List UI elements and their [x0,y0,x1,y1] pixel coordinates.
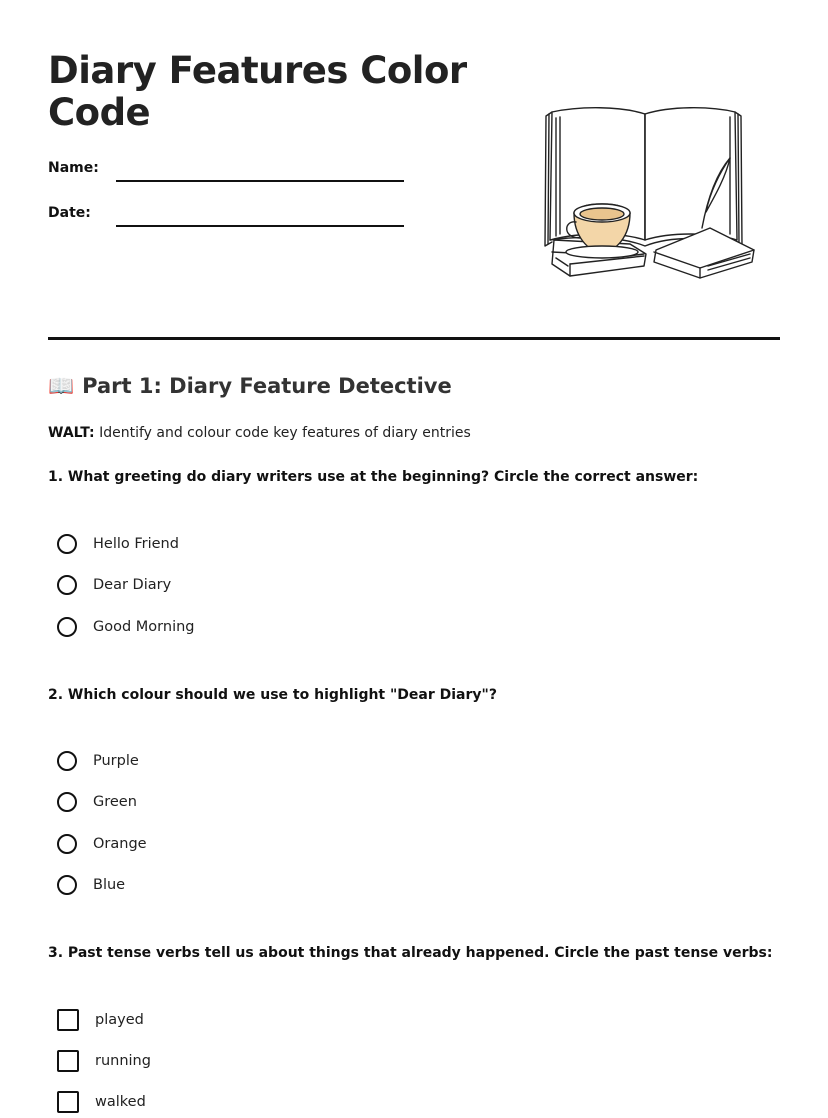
option-label: Dear Diary [93,577,172,593]
question-1: 1. What greeting do diary writers use at the beginning? Circle the correct answer: [48,469,699,485]
option-label: running [95,1053,151,1069]
section-divider [48,337,780,340]
date-label: Date: [48,205,91,221]
option-label: Blue [93,877,126,893]
section-title-part1 [48,374,452,399]
question-2-option-1[interactable] [57,749,139,773]
question-3-option-2[interactable] [57,1049,151,1073]
option-label: Orange [93,836,147,852]
question-2-option-4[interactable] [57,873,125,897]
open-book-with-teacup-icon [540,100,760,284]
checkbox[interactable] [57,1091,79,1113]
radio-button[interactable] [57,792,77,812]
radio-button[interactable] [57,575,77,595]
radio-button[interactable] [57,617,77,637]
radio-button[interactable] [57,534,77,554]
option-label: Purple [93,753,139,769]
option-label: walked [95,1094,146,1110]
date-field[interactable] [116,225,404,227]
radio-button[interactable] [57,751,77,771]
page-title: Diary Features Color Code [48,49,467,134]
option-label: played [95,1012,144,1028]
open-book-icon: 📖 [48,374,75,398]
radio-button[interactable] [57,834,77,854]
question-1-option-2[interactable] [57,573,171,597]
walt-statement [48,425,471,441]
checkbox[interactable] [57,1009,79,1031]
question-3-option-1[interactable] [57,1008,144,1032]
walt-label: WALT: [48,425,95,441]
question-3-option-3[interactable] [57,1090,146,1114]
question-2-option-3[interactable] [57,832,147,856]
question-2-option-2[interactable] [57,790,137,814]
name-field[interactable] [116,180,404,182]
question-1-option-3[interactable] [57,615,195,639]
walt-text: Identify and colour code key features of diary entries [94,425,471,441]
radio-button[interactable] [57,875,77,895]
question-2: 2. Which colour should we use to highlight "Dear Diary"? [48,687,497,703]
checkbox[interactable] [57,1050,79,1072]
option-label: Green [93,794,137,810]
option-label: Hello Friend [93,536,179,552]
question-3: 3. Past tense verbs tell us about things that already happened. Circle the past tense verbs: [48,945,773,961]
option-label: Good Morning [93,619,195,635]
section-title-text: Part 1: Diary Feature Detective [82,374,452,398]
question-1-option-1[interactable] [57,532,179,556]
name-label: Name: [48,160,99,176]
